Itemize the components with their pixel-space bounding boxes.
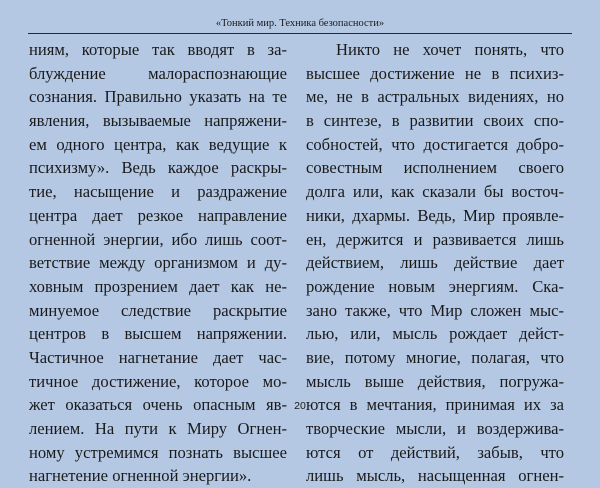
left-column bbox=[29, 38, 287, 488]
text-line: ем одного центра, как ведущие к bbox=[29, 134, 287, 154]
text-line: лью, или, мысль рождает дейст- bbox=[306, 324, 564, 344]
text-line: ниям, которые так вводят в за- bbox=[29, 40, 287, 59]
text-line: Никто не хочет понять, что bbox=[336, 40, 564, 59]
text-line: психизму». Ведь каждое раскры- bbox=[29, 158, 287, 178]
text-line: зано также, что Мир сложен мыс- bbox=[306, 300, 564, 320]
text-line: сознания. Правильно указать на те bbox=[29, 87, 287, 107]
text-line: ме, не в астральных видениях, но bbox=[306, 87, 564, 107]
text-line: лишь мысль, насыщенная огнен- bbox=[306, 466, 564, 486]
text-line: огненной энергии, ибо лишь соот- bbox=[29, 229, 287, 249]
text-line: совестным исполнением своего bbox=[306, 158, 564, 178]
text-line: центров в высшем напряжении. bbox=[29, 324, 287, 344]
text-line: тичное достижение, которое мо- bbox=[29, 371, 287, 391]
text-line: лением. На пути к Миру Огнен- bbox=[29, 419, 287, 438]
text-line: ховным прозрением дает как не- bbox=[29, 276, 287, 296]
text-line: рождение новым энергиям. Ска- bbox=[306, 276, 564, 296]
text-line: творческие мысли, и воздержива- bbox=[306, 419, 564, 438]
text-line: Частичное нагнетание дает час- bbox=[29, 347, 287, 367]
text-line: собностей, что достигается добро- bbox=[306, 134, 564, 154]
text-line: тие, насыщение и раздражение bbox=[29, 182, 287, 202]
text-line: высшее достижение не в психиз- bbox=[306, 63, 564, 83]
text-line: центра дает резкое направление bbox=[29, 205, 287, 225]
text-line: ники, дхармы. Ведь, Мир проявле- bbox=[306, 205, 564, 225]
text-line: долга или, как сказали бы восточ- bbox=[306, 182, 564, 202]
running-header: «Тонкий мир. Техника безопасности» bbox=[215, 18, 385, 29]
right-column bbox=[306, 38, 564, 488]
text-line: в синтезе, в развитии своих спо- bbox=[306, 111, 564, 131]
text-line: блуждение малораспознающие bbox=[29, 63, 287, 83]
text-line: явления, вызываемые напряжени- bbox=[29, 111, 287, 131]
text-line: мысль выше действия, погружа- bbox=[306, 371, 564, 391]
text-line: ветствие между организмом и ду- bbox=[29, 253, 287, 273]
text-line: минуемое следствие раскрытие bbox=[29, 300, 287, 320]
text-line: действием, лишь действие дает bbox=[306, 253, 564, 273]
text-line: ются в мечтания, принимая их за bbox=[306, 395, 564, 415]
header-rule bbox=[28, 33, 572, 34]
page-number: 20 bbox=[294, 400, 306, 412]
text-line: жет оказаться очень опасным яв- bbox=[29, 395, 287, 415]
text-line: ному устремимся познать высшее bbox=[29, 442, 287, 462]
text-line: ен, держится и развивается лишь bbox=[306, 229, 564, 249]
text-line: ются от действий, забыв, что bbox=[306, 442, 564, 462]
text-line: вие, потому многие, полагая, что bbox=[306, 347, 564, 367]
text-line: нагнетение огненной энергии». bbox=[29, 466, 252, 486]
